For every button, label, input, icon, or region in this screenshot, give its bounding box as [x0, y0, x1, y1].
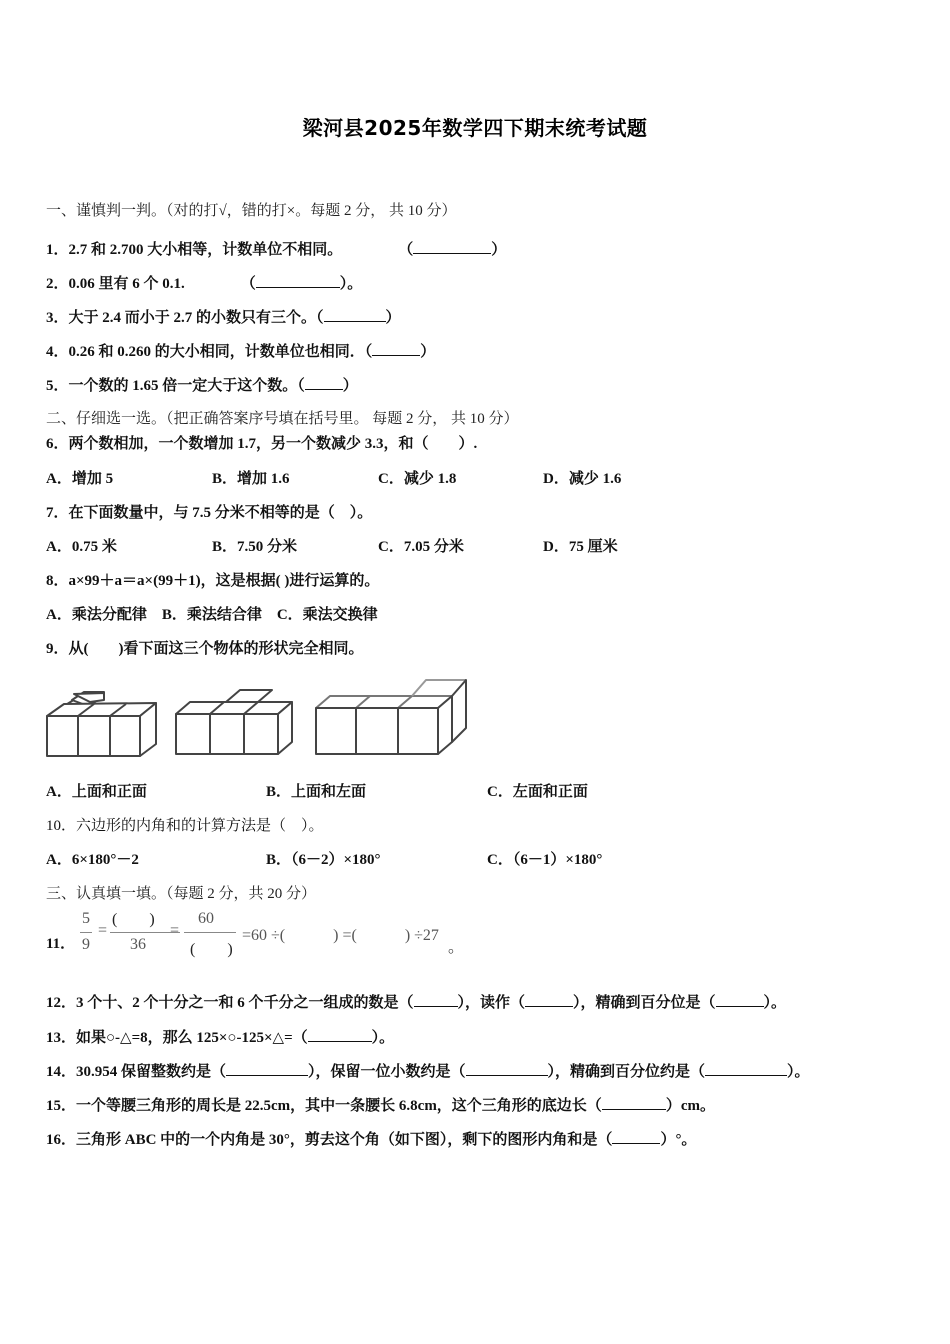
q10-option-b[interactable]: B．（6－2）×180° [266, 852, 381, 868]
question-7: 7．在下面数量中，与 7.5 分米不相等的是（ ）。 [46, 505, 373, 521]
answer-blank-5[interactable] [305, 375, 343, 390]
answer-blank-12b[interactable] [525, 992, 573, 1007]
question-4: 4．0.26 和 0.260 的大小相同，计数单位也相同．（ ） [46, 341, 435, 362]
question-11-label: 11． [46, 936, 76, 952]
q9-option-b[interactable]: B．上面和左面 [266, 784, 367, 800]
cube-figures [44, 672, 484, 764]
q7-option-b[interactable]: B．7.50 分米 [212, 539, 298, 555]
q7-option-a[interactable]: A．0.75 米 [46, 539, 117, 555]
answer-blank-1[interactable] [413, 239, 491, 254]
question-11-tail[interactable]: =60 ÷( ) =( ) ÷27 [242, 927, 439, 944]
question-5-text: 5．一个数的 1.65 倍一定大于这个数。（ [46, 378, 305, 394]
cube-stack-figure-3-icon [316, 680, 466, 754]
section-1-heading: 一、谨慎判一判。（对的打√，错的打×。每题 2 分， 共 10 分） [46, 203, 457, 219]
question-14: 14．30.954 保留整数约是（ ），保留一位小数约是（ ），精确到百分位约是（ ）。 [46, 1061, 810, 1082]
answer-blank-14b[interactable] [466, 1061, 548, 1076]
cube-stack-figure-1-icon [47, 692, 156, 756]
question-5: 5．一个数的 1.65 倍一定大于这个数。（ ） [46, 375, 358, 396]
q7-option-c[interactable]: C．7.05 分米 [378, 539, 464, 555]
answer-blank-2[interactable] [256, 273, 340, 288]
answer-blank-16[interactable] [612, 1129, 660, 1144]
fraction-blank-denominator[interactable]: ( ) [190, 941, 233, 958]
page-title: 梁河县2025年数学四下期末统考试题 [302, 116, 648, 140]
question-15: 15．一个等腰三角形的周长是 22.5cm，其中一条腰长 6.8cm，这个三角形的底边长（ ）cm。 [46, 1095, 715, 1116]
q10-option-c[interactable]: C．（6－1）×180° [487, 852, 603, 868]
q6-option-c[interactable]: C．减少 1.8 [378, 471, 457, 487]
answer-blank-3[interactable] [324, 307, 386, 322]
question-10: 10．六边形的内角和的计算方法是（ ）。 [46, 818, 324, 834]
answer-blank-14a[interactable] [226, 1061, 308, 1076]
answer-blank-12c[interactable] [716, 992, 764, 1007]
question-13: 13．如果○-△=8，那么 125×○-125×△=（ ）。 [46, 1027, 394, 1048]
q9-option-a[interactable]: A．上面和正面 [46, 784, 147, 800]
q10-option-a[interactable]: A．6×180°－2 [46, 852, 139, 868]
question-3: 3．大于 2.4 而小于 2.7 的小数只有三个。（ ） [46, 307, 401, 328]
fraction-blank-numerator[interactable]: ( ) [112, 911, 155, 928]
question-1-text: 1．2.7 和 2.700 大小相等，计数单位不相同。 [46, 242, 343, 258]
answer-blank-12a[interactable] [414, 992, 458, 1007]
cube-stack-figure-2-icon [176, 690, 292, 754]
question-11: 11． 5 9 = ( ) 36 = 60 ( ) =60 ÷( ) =( ) ÷27 。 [46, 906, 486, 962]
answer-blank-14c[interactable] [705, 1061, 787, 1076]
question-8: 8．a×99＋a＝a×(99＋1)，这是根据( )进行运算的。 [46, 573, 380, 589]
question-1: 1．2.7 和 2.700 大小相等，计数单位不相同。 （ ） [46, 239, 506, 260]
question-2-text: 2．0.06 里有 6 个 0.1. [46, 276, 185, 292]
q6-option-d[interactable]: D．减少 1.6 [543, 471, 622, 487]
answer-blank-13[interactable] [308, 1027, 372, 1042]
answer-blank-15[interactable] [602, 1095, 666, 1110]
question-4-text: 4．0.26 和 0.260 的大小相同，计数单位也相同．（ [46, 344, 373, 360]
q7-option-d[interactable]: D．75 厘米 [543, 539, 618, 555]
question-16: 16．三角形 ABC 中的一个内角是 30°，剪去这个角（如下图），剩下的图形内角和是（ ）°。 [46, 1129, 696, 1150]
answer-blank-4[interactable] [372, 341, 420, 356]
question-2: 2．0.06 里有 6 个 0.1. （ ）。 [46, 273, 362, 294]
q6-option-a[interactable]: A．增加 5 [46, 471, 114, 487]
section-2-heading: 二、仔细选一选。（把正确答案序号填在括号里。 每题 2 分， 共 10 分） [46, 411, 519, 427]
q9-option-c[interactable]: C．左面和正面 [487, 784, 588, 800]
question-9: 9．从( )看下面这三个物体的形状完全相同。 [46, 641, 364, 657]
q6-option-b[interactable]: B．增加 1.6 [212, 471, 290, 487]
section-3-heading: 三、认真填一填。（每题 2 分，共 20 分） [46, 886, 317, 902]
q8-options[interactable]: A．乘法分配律 B．乘法结合律 C．乘法交换律 [46, 607, 378, 623]
question-6: 6．两个数相加，一个数增加 1.7，另一个数减少 3.3，和（ ）. [46, 436, 478, 452]
question-12: 12．3 个十、2 个十分之一和 6 个千分之一组成的数是（ ），读作（ ），精确到百分位是（ ）。 [46, 992, 786, 1013]
question-3-text: 3．大于 2.4 而小于 2.7 的小数只有三个。（ [46, 310, 324, 326]
